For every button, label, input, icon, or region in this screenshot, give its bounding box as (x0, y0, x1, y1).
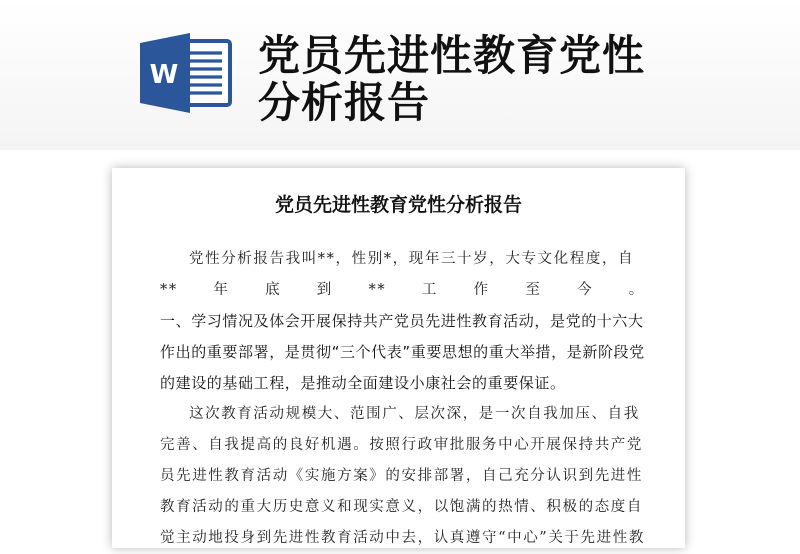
page-title-line-1: 党员先进性教育党性 (258, 31, 646, 80)
spread-word: ** (160, 282, 178, 298)
spread-word: 到 (316, 282, 333, 298)
spread-word: ** (368, 282, 387, 298)
spread-word: 作 (473, 282, 490, 298)
spread-word: 底 (265, 282, 282, 298)
spread-word: 至 (525, 282, 542, 298)
paragraph-1-line-2 (160, 275, 645, 306)
paragraph-1-line-1: 党性分析报告我叫**，性别*，现年三十岁，大专文化程度，自 (189, 251, 635, 267)
paragraph-1 (160, 244, 645, 306)
spread-word: 。 (628, 282, 645, 298)
section-1-text: 一、学习情况及体会开展保持共产党员先进性教育活动，是党的十六大作出的重要部署，是贯彻“三个代表”重要思想的重大举措，是新阶段党的建设的基础工程，是推动全面建设小康社会的重要保证。 (160, 312, 645, 392)
spread-word: 年 (213, 282, 230, 298)
paragraph-2-text: 这次教育活动规模大、范围广、层次深，是一次自我加压、自我完善、自我提高的良好机遇。按照行政审批服务中心开展保持共产党员先进性教育活动《实施方案》的安排部署，自己充分认识到先进性教育活动的重大历史意义和现实意义，以饱满的热情、积极的态度自觉主动地投身到先进性教育活动中去，认真遵守“中心”关于先进性教 (160, 406, 645, 546)
spread-word: 工 (421, 282, 438, 298)
spread-word: 今 (577, 282, 594, 298)
paragraph-2 (160, 399, 645, 554)
word-icon-letter: W (149, 60, 179, 90)
page-title-line-2: 分析报告 (258, 78, 431, 127)
document-page (112, 168, 685, 548)
page-title (258, 32, 688, 126)
document-title: 党员先进性教育党性分析报告 (274, 194, 522, 216)
word-icon (140, 33, 232, 113)
